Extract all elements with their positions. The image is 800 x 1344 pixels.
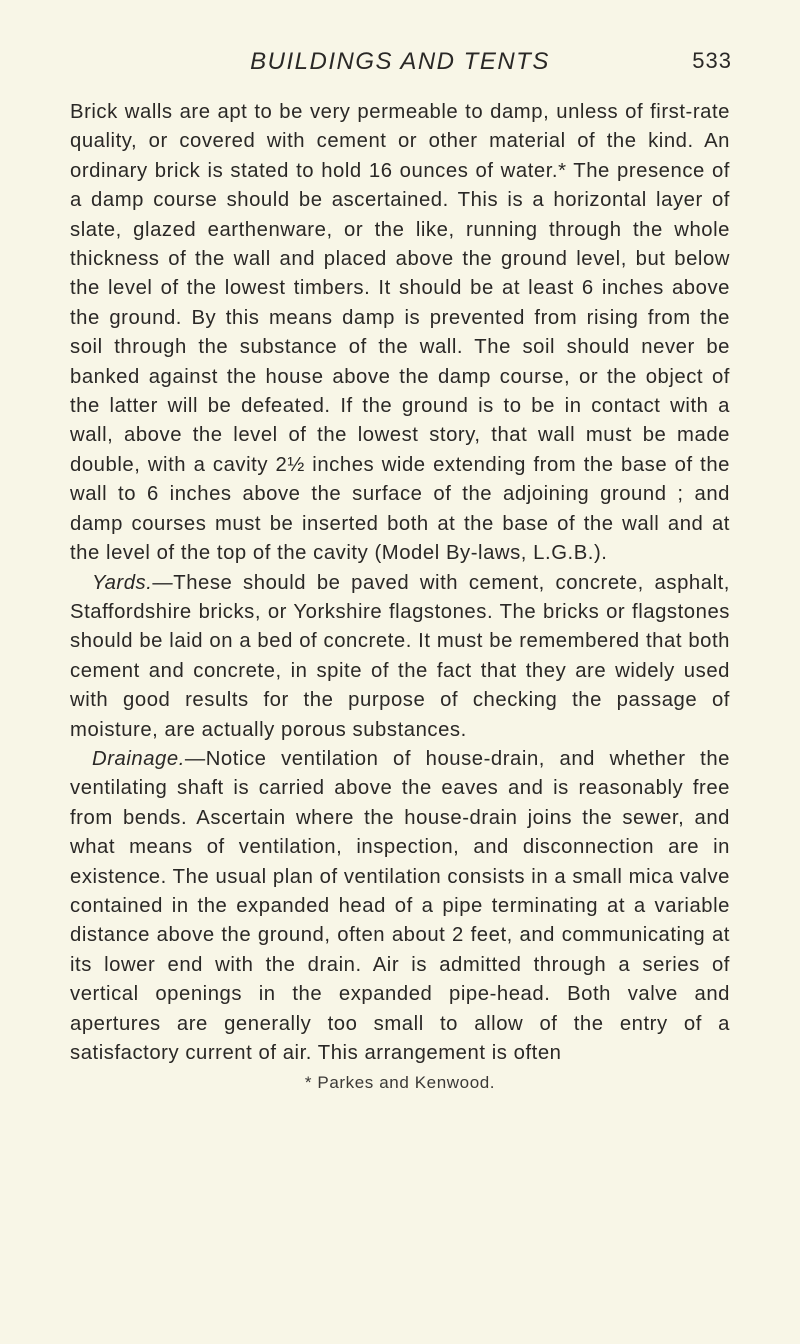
body-text (70, 98, 730, 1068)
paragraph-text: —These should be paved with cement, concrete, asphalt, Staffordshire bricks, or Yorkshire flagstones. The bricks or flagstones should be laid on a bed of concrete. It must be remembered that both cement and concrete, in spite of the fact that they are widely used with good results for the purpose of checking the passage of moisture, are actually porous substances. (70, 571, 730, 741)
paragraph-drainage (70, 745, 730, 1068)
running-title: BUILDINGS AND TENTS (250, 48, 550, 75)
paragraph-lead-yards: Yards. (92, 571, 153, 594)
footnote: * Parkes and Kenwood. (304, 1073, 496, 1093)
paragraph-text: Brick walls are apt to be very permeable to damp, unless of first-rate quality, or covered with cement or other material of the kind. An ordinary brick is stated to hold 16 ounces of water.* The presence of a damp course should be ascertained. This is a horizontal layer of slate, glazed earthenware, or the like, running through the whole thickness of the wall and placed above the ground level, but below the level of the lowest timbers. It should be at least 6 inches above the ground. By this means damp is prevented from rising from the soil through the substance of the wall. The soil should never be banked against the house above the damp course, or the object of the latter will be defeated. If the ground is to be in contact with a wall, above the level of the lowest story, that wall must be made double, with a cavity 2½ inches wide extending from the base of the wall to 6 inches above the surface of the adjoining ground ; and damp courses must be inserted both at the base of the wall and at the level of the top of the cavity (Model By-laws, L.G.B.). (70, 101, 730, 565)
page-number: 533 (692, 48, 732, 73)
paragraph-lead-drainage: Drainage. (92, 747, 185, 770)
paragraph-brick-walls (70, 98, 730, 569)
paragraph-yards (70, 569, 730, 745)
running-header (70, 48, 730, 88)
book-page (70, 48, 730, 1094)
paragraph-text: —Notice ventilation of house-drain, and whether the ventilating shaft is carried above the eaves and is reasonably free from bends. Ascertain where the house-drain joins the sewer, and what means of ventilation, inspection, and disconnection are in existence. The usual plan of ventilation consists in a small mica valve contained in the expanded head of a pipe terminating at a variable distance above the ground, often about 2 feet, and communicating at its lower end with the drain. Air is admitted through a series of vertical openings in the expanded pipe-head. Both valve and apertures are generally too small to allow of the entry of a satisfactory current of air. This arrangement is often (70, 747, 730, 1064)
